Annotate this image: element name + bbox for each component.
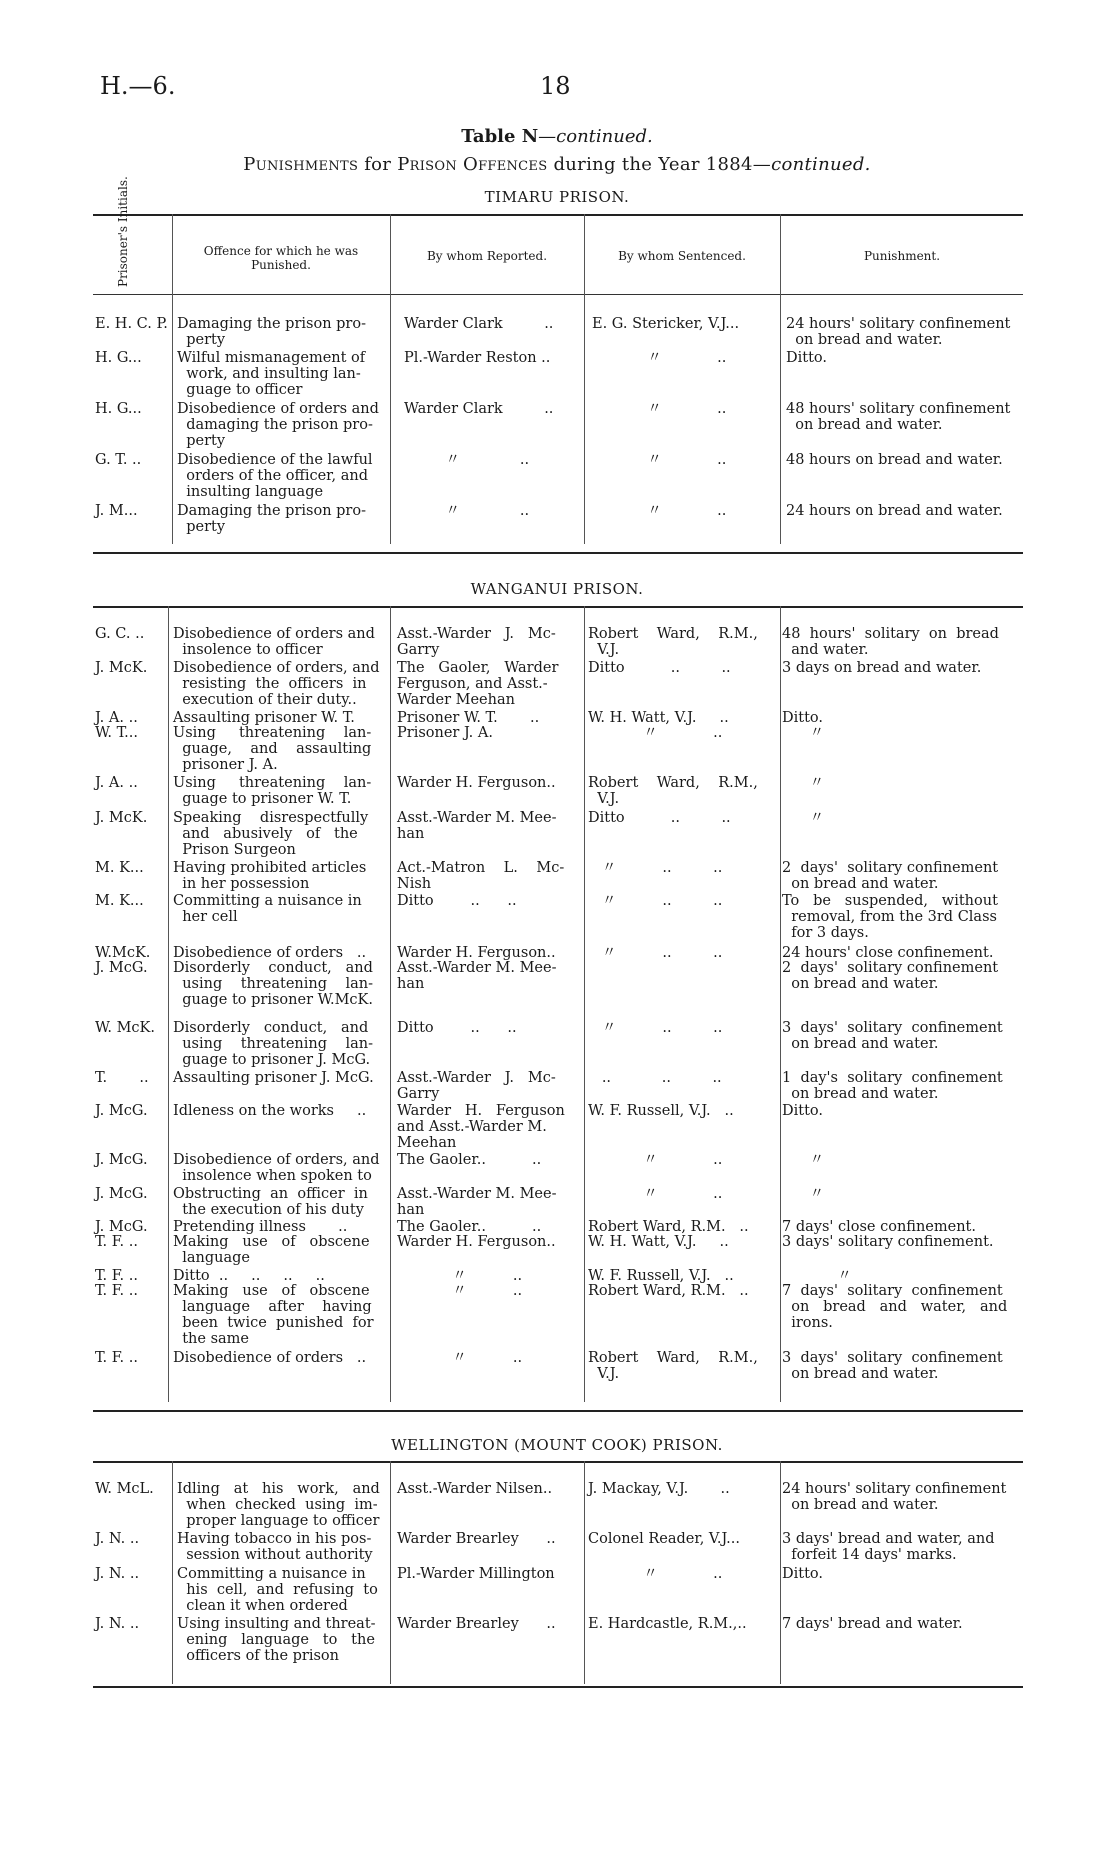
punishment-cell: 24 hours' close confinement.: [782, 945, 994, 961]
section-title-wanganui: WANGANUI PRISON.: [470, 580, 644, 598]
offence-cell: Assaulting prisoner W. T.: [173, 710, 355, 726]
offence-cell: Disobedience of orders ..: [173, 945, 367, 961]
reported-by-cell: Act.-Matron L. Mc- Nish: [397, 860, 565, 892]
column-divider: [390, 606, 391, 1402]
sentenced-by-cell: Colonel Reader, V.J...: [588, 1531, 740, 1547]
offence-cell: Having prohibited articles in her possession: [173, 860, 367, 892]
rule: [93, 606, 1023, 608]
initials-cell: J. McG.: [95, 1103, 148, 1119]
punishment-cell: 24 hours' solitary confinement on bread and water.: [782, 1481, 1007, 1513]
reported-by-cell: 〃 ..: [397, 1268, 523, 1284]
reported-by-cell: Prisoner J. A.: [397, 725, 493, 741]
initials-cell: E. H. C. P.: [95, 316, 168, 332]
offence-cell: Ditto .. .. .. ..: [173, 1268, 325, 1284]
punishment-cell: 48 hours' solitary confinement on bread and water.: [786, 401, 1011, 433]
sentenced-by-cell: 〃 ..: [592, 503, 727, 519]
column-divider: [584, 214, 585, 544]
reported-by-cell: Warder H. Ferguson..: [397, 1234, 556, 1250]
reported-by-cell: Asst.-Warder J. Mc- Garry: [397, 626, 556, 658]
punishment-cell: 24 hours on bread and water.: [786, 503, 1003, 519]
sentenced-by-cell: 〃 ..: [588, 1152, 723, 1168]
sentenced-by-cell: Ditto .. ..: [588, 660, 731, 676]
offence-cell: Disobedience of orders, and resisting the officers in execution of their duty..: [173, 660, 380, 708]
column-divider: [390, 1461, 391, 1684]
sentenced-by-cell: 〃 .. ..: [588, 860, 723, 876]
reported-by-cell: Asst.-Warder M. Mee- han: [397, 1186, 557, 1218]
table-title: [0, 126, 1114, 147]
offence-cell: Disobedience of orders and insolence to officer: [173, 626, 375, 658]
rule: [93, 214, 1023, 216]
reported-by-cell: 〃 ..: [404, 503, 530, 519]
rule: [93, 1410, 1023, 1412]
initials-cell: W. McL.: [95, 1481, 154, 1497]
initials-cell: T. F. ..: [95, 1234, 138, 1250]
punishment-cell: Ditto.: [782, 710, 824, 726]
punishment-cell: 〃: [782, 810, 825, 826]
subtitle-part: during the Year 1884—: [547, 154, 772, 175]
rule: [93, 552, 1023, 554]
offence-cell: Using threatening lan- guage to prisoner W. T.: [173, 775, 372, 807]
punishment-cell: 〃: [782, 725, 825, 741]
subtitle-part: for: [358, 154, 398, 175]
offence-cell: Idleness on the works ..: [173, 1103, 367, 1119]
offence-cell: Using threatening lan- guage, and assaulting prisoner J. A.: [173, 725, 372, 773]
column-divider: [780, 214, 781, 544]
punishment-cell: 48 hours on bread and water.: [786, 452, 1003, 468]
initials-cell: J. N. ..: [95, 1566, 140, 1582]
initials-cell: T. F. ..: [95, 1350, 138, 1366]
column-header-initials: Prisoner's Initials.: [116, 176, 130, 287]
punishment-cell: To be suspended, without removal, from the 3rd Class for 3 days.: [782, 893, 998, 941]
initials-cell: H. G...: [95, 350, 142, 366]
reported-by-cell: Asst.-Warder J. Mc- Garry: [397, 1070, 556, 1102]
reported-by-cell: 〃 ..: [404, 452, 530, 468]
punishment-cell: 7 days' bread and water.: [782, 1616, 963, 1632]
initials-cell: W.McK.: [95, 945, 151, 961]
punishment-cell: 7 days' solitary confinement on bread and water, and irons.: [782, 1283, 1008, 1331]
reported-by-cell: Pl.-Warder Reston ..: [404, 350, 551, 366]
punishment-cell: 48 hours' solitary on bread and water.: [782, 626, 999, 658]
initials-cell: J. McK.: [95, 660, 148, 676]
offence-cell: Disobedience of orders, and insolence when spoken to: [173, 1152, 380, 1184]
initials-cell: M. K...: [95, 860, 144, 876]
offence-cell: Pretending illness ..: [173, 1219, 348, 1235]
offence-cell: Idling at his work, and when checked using im- proper language to officer: [177, 1481, 380, 1529]
punishment-cell: 24 hours' solitary confinement on bread and water.: [786, 316, 1011, 348]
sentenced-by-cell: W. H. Watt, V.J. ..: [588, 1234, 729, 1250]
punishment-cell: 3 days' solitary confinement on bread and water.: [782, 1350, 1003, 1382]
sentenced-by-cell: W. F. Russell, V.J. ..: [588, 1103, 734, 1119]
offence-cell: Wilful mismanagement of work, and insulting lan- guage to officer: [177, 350, 366, 398]
section-title-wellington: WELLINGTON (MOUNT COOK) PRISON.: [391, 1436, 723, 1454]
document-reference: H.—6.: [100, 72, 176, 100]
column-divider: [172, 1461, 173, 1684]
initials-cell: G. C. ..: [95, 626, 145, 642]
sentenced-by-cell: W. H. Watt, V.J. ..: [588, 710, 729, 726]
reported-by-cell: 〃 ..: [397, 1350, 523, 1366]
column-divider: [780, 606, 781, 1402]
reported-by-cell: Ditto .. ..: [397, 1020, 517, 1036]
initials-cell: T. F. ..: [95, 1283, 138, 1299]
punishment-cell: 2 days' solitary confinement on bread and water.: [782, 860, 999, 892]
initials-cell: W. T...: [95, 725, 138, 741]
offence-cell: Disobedience of the lawful orders of the officer, and insulting language: [177, 452, 373, 500]
initials-cell: J. A. ..: [95, 775, 138, 791]
initials-cell: J. N. ..: [95, 1616, 140, 1632]
punishment-cell: 2 days' solitary confinement on bread and water.: [782, 960, 999, 992]
sentenced-by-cell: 〃 .. ..: [588, 893, 723, 909]
table-title-main: Table N: [461, 126, 539, 147]
rule: [93, 1686, 1023, 1688]
punishment-cell: 1 day's solitary confinement on bread and water.: [782, 1070, 1003, 1102]
initials-cell: J. McG.: [95, 1186, 148, 1202]
reported-by-cell: Warder Clark ..: [404, 401, 554, 417]
reported-by-cell: Warder Brearley ..: [397, 1531, 556, 1547]
subtitle-part: Prison Offences: [397, 154, 548, 175]
punishment-cell: 〃: [782, 1186, 825, 1202]
initials-cell: J. N. ..: [95, 1531, 140, 1547]
rule: [93, 1461, 1023, 1463]
sentenced-by-cell: Robert Ward, R.M., V.J.: [588, 775, 758, 807]
column-header-sentenced: By whom Sentenced.: [618, 249, 746, 263]
initials-cell: J. McG.: [95, 960, 148, 976]
initials-cell: M. K...: [95, 893, 144, 909]
page-number: 18: [540, 72, 571, 100]
sentenced-by-cell: Robert Ward, R.M. ..: [588, 1219, 749, 1235]
rule: [93, 294, 1023, 295]
offence-cell: Damaging the prison pro- perty: [177, 503, 366, 535]
reported-by-cell: Warder H. Ferguson..: [397, 945, 556, 961]
offence-cell: Making use of obscene language: [173, 1234, 370, 1266]
column-divider: [168, 606, 169, 1402]
sentenced-by-cell: Ditto .. ..: [588, 810, 731, 826]
sentenced-by-cell: E. G. Stericker, V.J...: [592, 316, 740, 332]
offence-cell: Obstructing an officer in the execution of his duty: [173, 1186, 368, 1218]
initials-cell: J. M...: [95, 503, 138, 519]
initials-cell: G. T. ..: [95, 452, 142, 468]
punishment-cell: 〃: [782, 1268, 852, 1284]
reported-by-cell: Warder Clark ..: [404, 316, 554, 332]
punishment-cell: 〃: [782, 775, 825, 791]
sentenced-by-cell: 〃 ..: [592, 401, 727, 417]
punishment-cell: 〃: [782, 1152, 825, 1168]
offence-cell: Disobedience of orders and damaging the prison pro- perty: [177, 401, 379, 449]
punishment-cell: Ditto.: [786, 350, 828, 366]
table-title-suffix: —continued.: [538, 126, 653, 147]
reported-by-cell: Prisoner W. T. ..: [397, 710, 540, 726]
reported-by-cell: Warder Brearley ..: [397, 1616, 556, 1632]
initials-cell: W. McK.: [95, 1020, 155, 1036]
column-divider: [172, 214, 173, 544]
offence-cell: Committing a nuisance in her cell: [173, 893, 362, 925]
sentenced-by-cell: Robert Ward, R.M. ..: [588, 1283, 749, 1299]
offence-cell: Damaging the prison pro- perty: [177, 316, 366, 348]
initials-cell: J. A. ..: [95, 710, 138, 726]
sentenced-by-cell: Robert Ward, R.M., V.J.: [588, 1350, 758, 1382]
sentenced-by-cell: 〃 ..: [588, 725, 723, 741]
initials-cell: H. G...: [95, 401, 142, 417]
reported-by-cell: Pl.-Warder Millington: [397, 1566, 555, 1582]
sentenced-by-cell: E. Hardcastle, R.M.,..: [588, 1616, 747, 1632]
offence-cell: Having tobacco in his pos- session without authority: [177, 1531, 373, 1563]
section-title-timaru: TIMARU PRISON.: [484, 188, 630, 206]
reported-by-cell: Asst.-Warder Nilsen..: [397, 1481, 553, 1497]
reported-by-cell: Warder H. Ferguson..: [397, 775, 556, 791]
subtitle-part: Punishments: [243, 154, 359, 175]
sentenced-by-cell: 〃 ..: [588, 1186, 723, 1202]
initials-cell: T. ..: [95, 1070, 149, 1086]
offence-cell: Disorderly conduct, and using threatening lan- guage to prisoner W.McK.: [173, 960, 373, 1008]
reported-by-cell: The Gaoler, Warder Ferguson, and Asst.- Warder Meehan: [397, 660, 559, 708]
offence-cell: Disorderly conduct, and using threatening lan- guage to prisoner J. McG.: [173, 1020, 373, 1068]
punishment-cell: 7 days' close confinement.: [782, 1219, 976, 1235]
reported-by-cell: The Gaoler.. ..: [397, 1219, 542, 1235]
reported-by-cell: The Gaoler.. ..: [397, 1152, 542, 1168]
reported-by-cell: Ditto .. ..: [397, 893, 517, 909]
sentenced-by-cell: 〃 .. ..: [588, 1020, 723, 1036]
subtitle-part: continued.: [771, 154, 871, 175]
punishment-cell: Ditto.: [782, 1566, 824, 1582]
initials-cell: J. McG.: [95, 1152, 148, 1168]
reported-by-cell: 〃 ..: [397, 1283, 523, 1299]
initials-cell: J. McK.: [95, 810, 148, 826]
reported-by-cell: Asst.-Warder M. Mee- han: [397, 960, 557, 992]
punishment-cell: 3 days' solitary confinement.: [782, 1234, 994, 1250]
offence-cell: Committing a nuisance in his cell, and refusing to clean it when ordered: [177, 1566, 378, 1614]
sentenced-by-cell: 〃 .. ..: [588, 945, 723, 961]
column-divider: [390, 214, 391, 544]
punishment-cell: 3 days on bread and water.: [782, 660, 982, 676]
initials-cell: T. F. ..: [95, 1268, 138, 1284]
column-header-punishment: Punishment.: [863, 249, 941, 263]
sentenced-by-cell: Robert Ward, R.M., V.J.: [588, 626, 758, 658]
sentenced-by-cell: 〃 ..: [592, 452, 727, 468]
column-header-offence: Offence for which he was Punished.: [203, 244, 359, 272]
punishment-cell: 3 days' solitary confinement on bread and water.: [782, 1020, 1003, 1052]
table-subtitle: [0, 154, 1114, 175]
sentenced-by-cell: J. Mackay, V.J. ..: [588, 1481, 730, 1497]
offence-cell: Assaulting prisoner J. McG.: [173, 1070, 374, 1086]
offence-cell: Making use of obscene language after having been twice punished for the same: [173, 1283, 374, 1347]
offence-cell: Using insulting and threat- ening language to the officers of the prison: [177, 1616, 376, 1664]
reported-by-cell: Warder H. Ferguson and Asst.-Warder M. Meehan: [397, 1103, 565, 1151]
column-divider: [780, 1461, 781, 1684]
reported-by-cell: Asst.-Warder M. Mee- han: [397, 810, 557, 842]
column-divider: [584, 606, 585, 1402]
sentenced-by-cell: .. .. ..: [588, 1070, 722, 1086]
sentenced-by-cell: W. F. Russell, V.J. ..: [588, 1268, 734, 1284]
initials-cell: J. McG.: [95, 1219, 148, 1235]
column-header-reported: By whom Reported.: [426, 249, 548, 263]
column-divider: [584, 1461, 585, 1684]
offence-cell: Speaking disrespectfully and abusively of the Prison Surgeon: [173, 810, 369, 858]
punishment-cell: 3 days' bread and water, and forfeit 14 days' marks.: [782, 1531, 995, 1563]
sentenced-by-cell: 〃 ..: [588, 1566, 723, 1582]
punishment-cell: Ditto.: [782, 1103, 824, 1119]
offence-cell: Disobedience of orders ..: [173, 1350, 367, 1366]
sentenced-by-cell: 〃 ..: [592, 350, 727, 366]
